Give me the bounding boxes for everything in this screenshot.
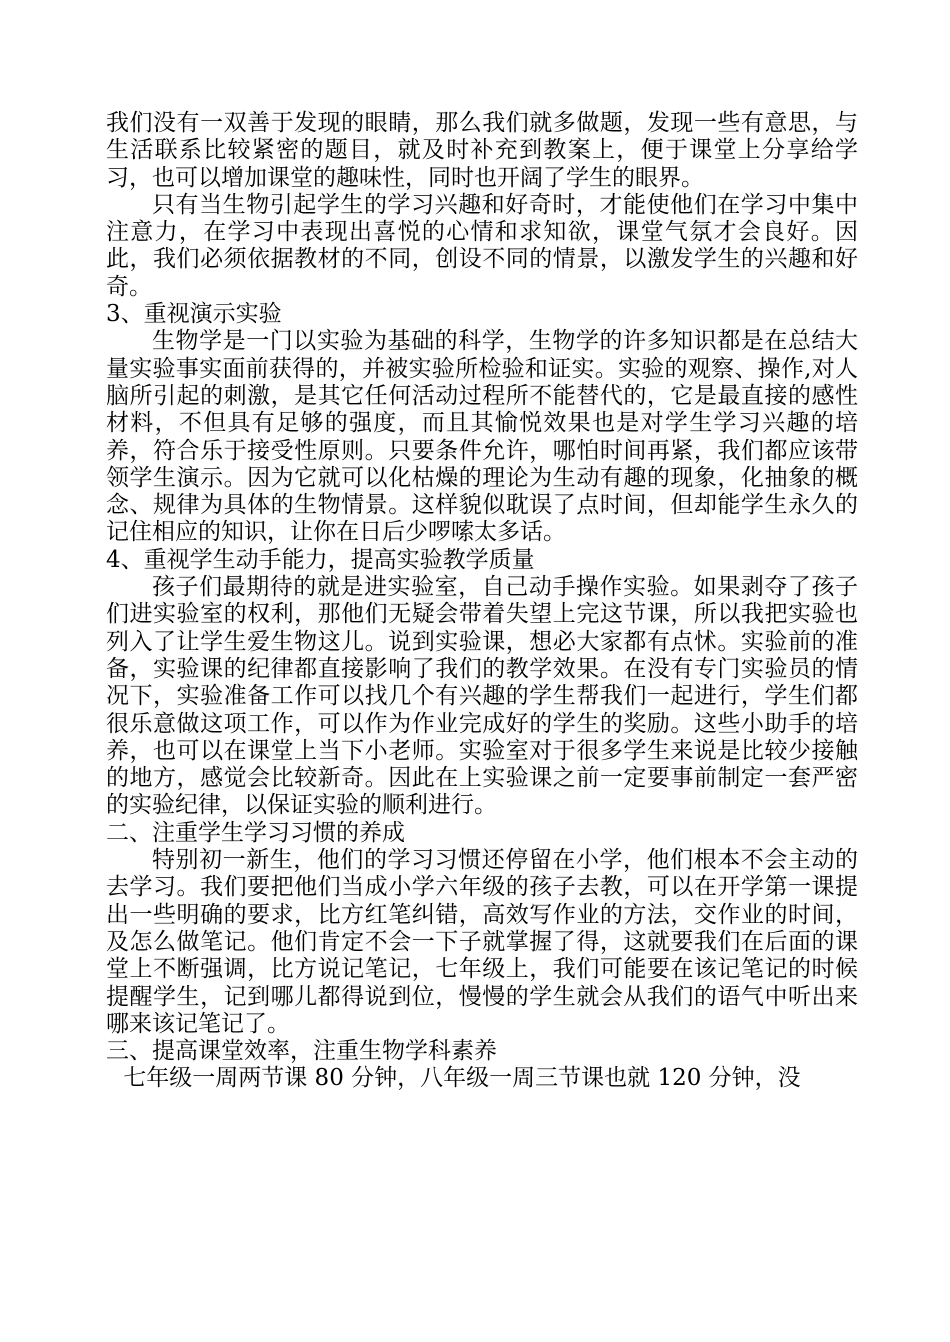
section-heading-4: 4、重视学生动手能力，提高实验教学质量 bbox=[106, 546, 535, 573]
paragraph-6: 七年级一周两节课 80 分钟，八年级一周三节课也就 120 分钟，没 bbox=[123, 1065, 801, 1092]
paragraph-2: 只有当生物引起学生的学习兴趣和好奇时，才能使他们在学习中集中注意力，在学习中表现出喜悦的心情和求知欲，课堂气氛才会良好。因此，我们必须依据教材的不同，创设不同的情景，以激发学生的兴趣和好奇。 bbox=[106, 191, 858, 300]
paragraph-4: 孩子们最期待的就是进实验室，自己动手操作实验。如果剥夺了孩子们进实验室的权利，那他们无疑会带着失望上完这节课，所以我把实验也列入了让学生爱生物这儿。说到实验课，想必大家都有点怵。实验前的准备，实验课的纪律都直接影响了我们的教学效果。在没有专门实验员的情况下，实验准备工作可以找几个有兴趣的学生帮我们一起进行，学生们都很乐意做这项工作，可以作为作业完成好的学生的奖励。这些小助手的培养，也可以在课堂上当下小老师。实验室对于很多学生来说是比较少接触的地方，感觉会比较新奇。因此在上实验课之前一定要事前制定一套严密的实验纪律，以保证实验的顺利进行。 bbox=[106, 574, 858, 819]
section-heading-3-cn: 三、提高课堂效率，注重生物学科素养 bbox=[106, 1038, 497, 1065]
paragraph-1: 我们没有一双善于发现的眼睛，那么我们就多做题，发现一些有意思，与生活联系比较紧密的题目，就及时补充到教案上，便于课堂上分享给学习，也可以增加课堂的趣味性，同时也开阔了学生的眼界。 bbox=[106, 110, 858, 191]
section-heading-2: 二、注重学生学习习惯的养成 bbox=[106, 819, 405, 846]
document-page bbox=[106, 110, 858, 1093]
paragraph-5: 特别初一新生，他们的学习习惯还停留在小学，他们根本不会主动的去学习。我们要把他们当成小学六年级的孩子去教，可以在开学第一课提出一些明确的要求，比方红笔纠错，高效写作业的方法，交作业的时间，及怎么做笔记。他们肯定不会一下子就掌握了得，这就要我们在后面的课堂上不断强调，比方说记笔记，七年级上，我们可能要在该记笔记的时候提醒学生，记到哪儿都得说到位，慢慢的学生就会从我们的语气中听出来哪来该记笔记了。 bbox=[106, 847, 858, 1037]
paragraph-3: 生物学是一门以实验为基础的科学，生物学的许多知识都是在总结大量实验事实面前获得的，并被实验所检验和证实。实验的观察、操作,对人脑所引起的刺激，是其它任何活动过程所不能替代的，它是最直接的感性材料，不但具有足够的强度，而且其愉悦效果也是对学生学习兴趣的培养，符合乐于接受性原则。只要条件允许，哪怕时间再紧，我们都应该带领学生演示。因为它就可以化枯燥的理论为生动有趣的现象，化抽象的概念、规律为具体的生物情景。这样貌似耽误了点时间，但却能学生永久的记住相应的知识，让你在日后少啰嗦太多话。 bbox=[106, 328, 858, 546]
section-heading-3: 3、重视演示实验 bbox=[106, 301, 282, 328]
